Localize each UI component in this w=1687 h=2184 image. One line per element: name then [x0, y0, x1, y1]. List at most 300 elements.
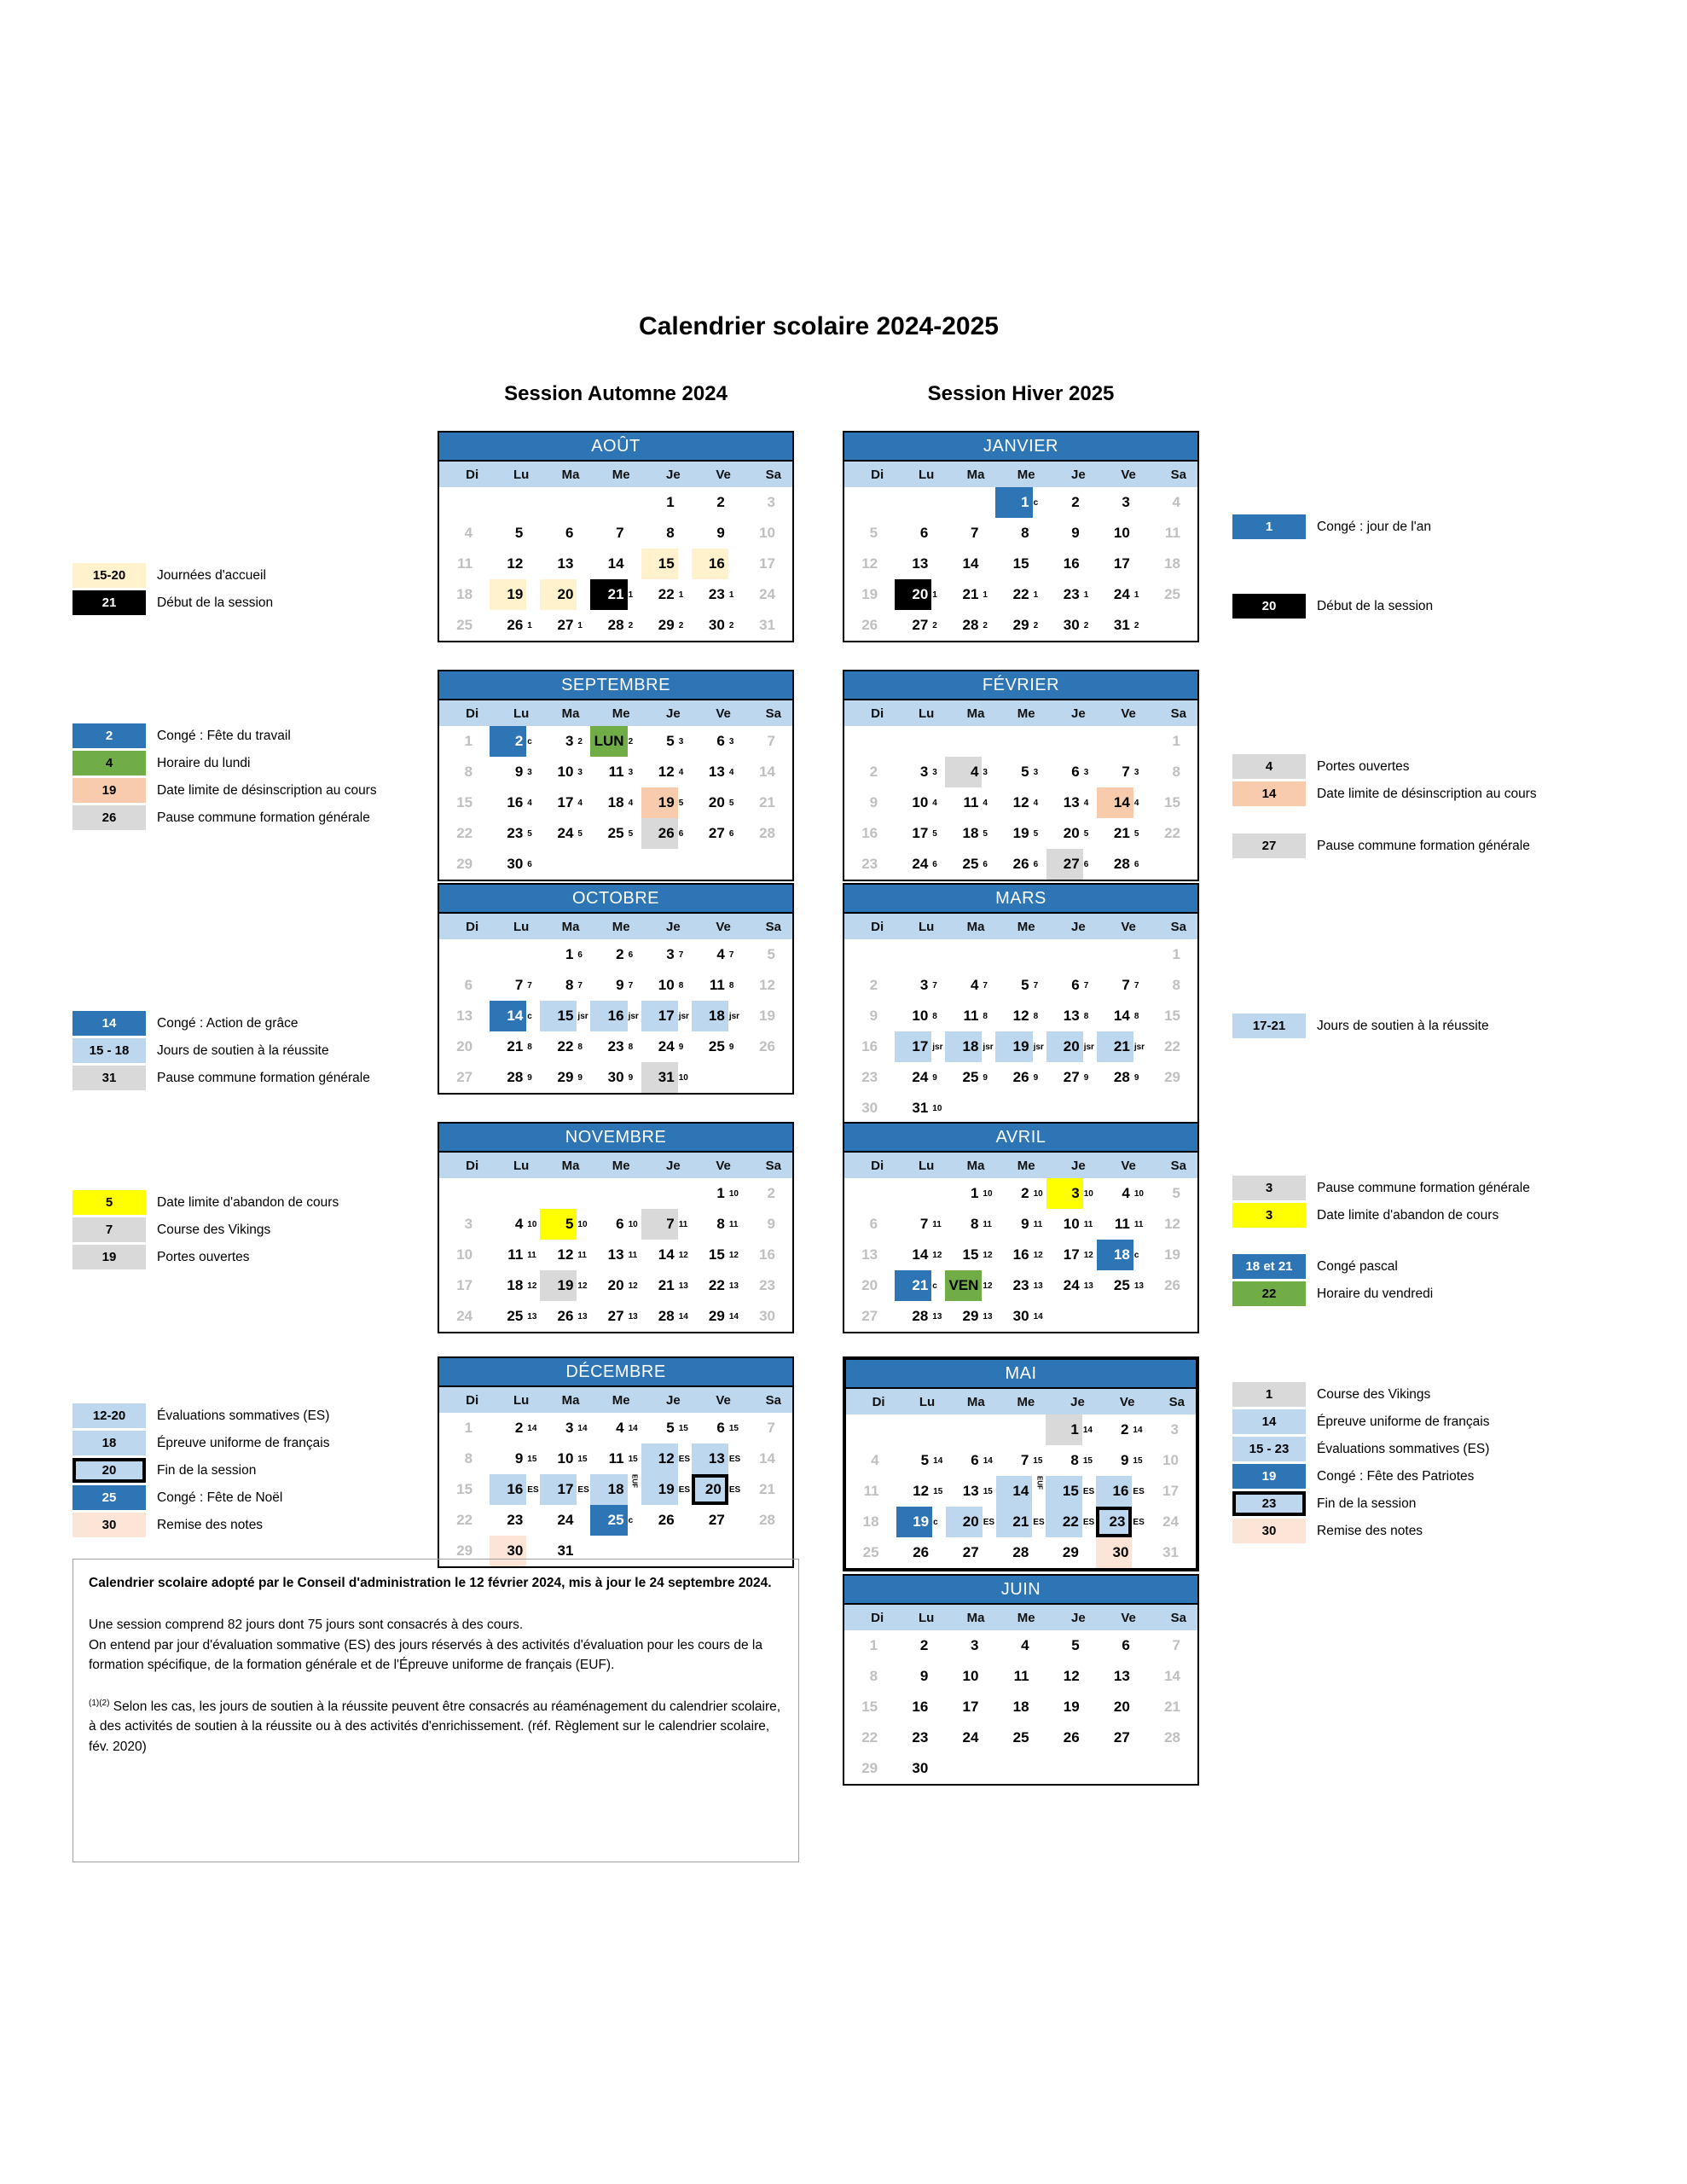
day-cell [540, 1240, 590, 1270]
day-cell [590, 726, 641, 757]
month-title-decembre: DÉCEMBRE [439, 1358, 792, 1387]
day-number: 17 [641, 1001, 678, 1031]
day-number: 29 [456, 1542, 473, 1559]
day-number: 20 [456, 1038, 473, 1054]
day-number: 22 [456, 1512, 473, 1528]
legend-row [72, 1458, 329, 1483]
day-number: 4 [464, 525, 473, 541]
legend-label: Date limite d'abandon de cours [157, 1194, 339, 1210]
day-cell [490, 787, 540, 818]
day-annotation: 5 [628, 828, 634, 839]
day-annotation: 6 [527, 859, 532, 869]
week-row [844, 610, 1197, 641]
day-cell [1147, 518, 1197, 549]
week-row [846, 1414, 1196, 1445]
week-row [844, 1209, 1197, 1240]
day-number: 25 [607, 825, 624, 841]
day-number: 8 [716, 1216, 725, 1232]
day-number: 19 [896, 1507, 933, 1537]
day-number: 25 [1113, 1277, 1130, 1293]
day-number: 22 [861, 1729, 878, 1745]
legend-label: Date limite de désinscription au cours [1317, 786, 1537, 801]
day-annotation [476, 1443, 490, 1474]
day-number: 6 [716, 733, 725, 749]
day-annotation [931, 1722, 945, 1753]
day-cell [1096, 1414, 1146, 1445]
day-annotation [779, 818, 792, 849]
day-cell [995, 1301, 1046, 1332]
day-annotation [881, 1001, 895, 1031]
day-cell [641, 1474, 692, 1505]
day-cell [945, 549, 995, 579]
day-number: 29 [1164, 1069, 1180, 1085]
day-cell [1046, 970, 1097, 1001]
day-cell [995, 1031, 1046, 1062]
day-annotation: 10 [1083, 1188, 1093, 1199]
day-annotation: 4 [527, 798, 532, 808]
day-cell [439, 1031, 490, 1062]
legend-row [72, 1513, 329, 1537]
weekday-label: Di [466, 706, 479, 721]
day-cell [895, 1753, 945, 1784]
day-number: 19 [1164, 1246, 1180, 1263]
weekday-label: Me [612, 706, 630, 721]
day-number: 22 [658, 586, 675, 602]
day-cell [641, 787, 692, 818]
day-annotation [1184, 726, 1197, 757]
week-row [844, 1630, 1197, 1661]
day-annotation [476, 1001, 490, 1031]
day-number: 28 [962, 617, 979, 633]
week-row [844, 1093, 1197, 1124]
legend-row [72, 1403, 329, 1428]
day-annotation [1133, 1722, 1147, 1753]
day-number: 13 [607, 1246, 624, 1263]
day-number: 25 [862, 1544, 879, 1560]
day-number: 17 [962, 1699, 979, 1715]
day-number: 1 [1172, 946, 1180, 962]
day-number: 30 [759, 1308, 775, 1324]
day-cell [996, 1414, 1046, 1445]
day-number: 13 [962, 1483, 979, 1499]
day-annotation [1182, 1414, 1196, 1445]
day-number: 24 [912, 856, 929, 872]
legend-row [1232, 754, 1537, 779]
day-number: 12 [1063, 1668, 1080, 1684]
weekday-label: Je [1071, 706, 1086, 721]
day-cell [540, 849, 590, 880]
day-cell [945, 518, 995, 549]
day-annotation: 8 [728, 980, 734, 990]
day-cell [995, 1093, 1046, 1124]
legend-swatch: 4 [72, 751, 146, 775]
day-annotation [982, 1661, 995, 1692]
day-annotation [881, 1630, 895, 1661]
day-cell [742, 1001, 792, 1031]
day-number: 10 [962, 1668, 979, 1684]
day-annotation: c [527, 1011, 532, 1021]
day-number: 21 [1113, 825, 1130, 841]
day-cell [590, 518, 641, 549]
legend-row [1232, 1203, 1530, 1228]
day-number: 27 [708, 1512, 725, 1528]
weekday-label: Lu [513, 919, 530, 934]
day-cell [844, 1692, 895, 1722]
day-annotation: 6 [628, 950, 634, 960]
day-number: 25 [1164, 586, 1180, 602]
day-annotation [526, 549, 540, 579]
weekday-label: Lu [513, 1392, 530, 1408]
day-cell [439, 1209, 490, 1240]
day-annotation [881, 1240, 895, 1270]
legend-swatch: 19 [72, 1245, 146, 1269]
day-cell [439, 1413, 490, 1443]
day-number: 21 [507, 1038, 524, 1054]
day-number: 18 [962, 825, 979, 841]
day-annotation [1184, 1692, 1197, 1722]
week-row [439, 1240, 792, 1270]
day-cell [945, 787, 995, 818]
day-number: 23 [708, 586, 725, 602]
legend-row [1232, 1519, 1489, 1543]
week-row [844, 818, 1197, 849]
day-cell [1147, 1178, 1197, 1209]
day-number: 11 [1114, 1216, 1130, 1232]
weekday-label: Lu [513, 1158, 530, 1173]
day-cell [1147, 1240, 1197, 1270]
day-cell [692, 1209, 742, 1240]
day-annotation: 11 [728, 1219, 739, 1229]
day-annotation: 11 [577, 1250, 587, 1260]
day-cell [844, 1178, 895, 1209]
weekday-label: Je [1071, 1158, 1086, 1173]
day-cell [590, 757, 641, 787]
day-cell [995, 1178, 1046, 1209]
day-cell [1046, 1692, 1097, 1722]
legend-row [72, 1485, 329, 1510]
week-row [439, 1443, 792, 1474]
day-annotation: 1 [527, 620, 532, 630]
day-number: 19 [759, 1008, 775, 1024]
week-row [439, 518, 792, 549]
day-number: 25 [708, 1038, 725, 1054]
week-row [439, 549, 792, 579]
day-number: 2 [767, 1185, 775, 1201]
day-annotation: 2 [932, 620, 937, 630]
day-annotation: 12 [983, 1250, 993, 1260]
day-number: 7 [919, 1216, 929, 1232]
day-number: 18 [945, 1031, 982, 1062]
day-cell [590, 1031, 641, 1062]
legend-label: Pause commune formation générale [1317, 838, 1530, 853]
day-number: 1 [666, 494, 675, 510]
day-cell [742, 549, 792, 579]
day-cell [1147, 970, 1197, 1001]
day-annotation [476, 1209, 490, 1240]
day-annotation: 2 [628, 736, 634, 746]
day-annotation: 14 [678, 1311, 688, 1321]
day-annotation: 11 [628, 1250, 638, 1260]
day-cell [1046, 487, 1097, 518]
day-cell [439, 1062, 490, 1093]
day-number: 11 [608, 1450, 624, 1467]
day-annotation [1184, 1240, 1197, 1270]
day-cell [995, 1240, 1046, 1270]
day-annotation [1184, 787, 1197, 818]
day-number: 19 [995, 1031, 1032, 1062]
day-number: 20 [540, 579, 577, 610]
weekday-header [844, 700, 1197, 726]
day-cell [945, 1209, 995, 1240]
day-number: 23 [1063, 586, 1080, 602]
weekday-label: Ve [1119, 1394, 1135, 1409]
day-cell [590, 1240, 641, 1270]
day-annotation [931, 1661, 945, 1692]
day-cell [540, 1443, 590, 1474]
day-number: 27 [557, 617, 574, 633]
day-annotation: 2 [1133, 620, 1139, 630]
day-annotation: 15 [728, 1423, 739, 1433]
day-annotation [1083, 487, 1097, 518]
day-cell [995, 610, 1046, 641]
day-number: 22 [708, 1277, 725, 1293]
day-annotation: 14 [1033, 1311, 1043, 1321]
day-annotation: 1 [577, 620, 583, 630]
month-decembre [438, 1356, 794, 1568]
day-number: 15 [641, 549, 678, 579]
day-cell [490, 1413, 540, 1443]
day-annotation: 13 [678, 1281, 688, 1291]
day-annotation [1033, 1630, 1046, 1661]
day-cell [995, 787, 1046, 818]
day-annotation [678, 487, 692, 518]
day-number: 17 [759, 555, 775, 572]
day-cell [1147, 818, 1197, 849]
day-number: 26 [557, 1308, 574, 1324]
day-cell [1147, 1630, 1197, 1661]
day-number: 28 [1012, 1544, 1029, 1560]
day-cell [590, 610, 641, 641]
day-cell [1147, 1692, 1197, 1722]
day-cell [490, 757, 540, 787]
day-cell [895, 518, 945, 549]
day-cell [692, 1270, 742, 1301]
day-annotation: 6 [932, 859, 937, 869]
day-annotation [1083, 549, 1097, 579]
day-cell [540, 1301, 590, 1332]
day-cell [945, 849, 995, 880]
day-number: 1 [1046, 1414, 1082, 1445]
session-autumn-title: Session Automne 2024 [504, 382, 728, 405]
day-cell [742, 1301, 792, 1332]
legend-label: Date limite d'abandon de cours [1317, 1207, 1499, 1223]
day-annotation: 9 [577, 1072, 583, 1083]
day-cell [490, 849, 540, 880]
day-annotation [1184, 518, 1197, 549]
day-number: 14 [658, 1246, 675, 1263]
day-cell [945, 1661, 995, 1692]
day-cell [641, 970, 692, 1001]
day-cell [844, 1240, 895, 1270]
day-cell [742, 726, 792, 757]
day-cell [742, 487, 792, 518]
day-annotation [779, 579, 792, 610]
week-row [439, 1178, 792, 1209]
day-cell [590, 1301, 641, 1332]
day-annotation: 8 [1033, 1011, 1039, 1021]
day-number: 16 [692, 549, 728, 579]
session-winter-title: Session Hiver 2025 [927, 382, 1115, 405]
weekday-label: Lu [918, 706, 935, 721]
day-annotation: c [933, 1517, 938, 1527]
day-cell [692, 1474, 742, 1505]
legend-label: Fin de la session [1317, 1496, 1417, 1511]
day-number: 3 [970, 1637, 979, 1653]
day-cell [641, 1209, 692, 1240]
day-number: 24 [1063, 1277, 1080, 1293]
day-cell [540, 1031, 590, 1062]
day-number: 5 [666, 1420, 675, 1436]
day-annotation [1184, 1062, 1197, 1093]
weekday-label: Ma [561, 1392, 580, 1408]
day-number: 4 [1172, 494, 1180, 510]
day-annotation: c [527, 736, 532, 746]
day-annotation [476, 1301, 490, 1332]
day-number: 4 [1021, 1637, 1029, 1653]
week-row [844, 1001, 1197, 1031]
day-annotation [1132, 1537, 1145, 1568]
day-annotation [476, 610, 490, 641]
month-title-mars: MARS [844, 885, 1197, 914]
day-annotation: 10 [728, 1188, 739, 1199]
day-cell [692, 487, 742, 518]
day-number: 17 [1162, 1483, 1179, 1499]
month-aout [438, 431, 794, 642]
day-number: 14 [962, 555, 979, 572]
day-cell [895, 1093, 945, 1124]
day-cell [1046, 849, 1097, 880]
weekday-label: Sa [765, 467, 781, 482]
day-annotation [931, 1753, 945, 1784]
day-cell [896, 1445, 947, 1476]
day-cell [540, 1505, 590, 1536]
day-number: 24 [962, 1729, 979, 1745]
day-annotation: 2 [1083, 620, 1089, 630]
day-annotation: 8 [983, 1011, 988, 1021]
day-cell [641, 1270, 692, 1301]
day-annotation [779, 1505, 792, 1536]
day-annotation [1184, 487, 1197, 518]
day-cell [540, 1062, 590, 1093]
day-annotation [476, 1240, 490, 1270]
day-cell [945, 1031, 995, 1062]
day-cell [1147, 610, 1197, 641]
day-cell [946, 1445, 996, 1476]
day-annotation: ES [1082, 1517, 1095, 1527]
day-cell [1046, 1209, 1097, 1240]
day-cell [439, 1505, 490, 1536]
day-annotation [476, 849, 490, 880]
month-title-avril: AVRIL [844, 1124, 1197, 1153]
day-number: 6 [616, 1216, 624, 1232]
day-cell [590, 970, 641, 1001]
day-number: 28 [607, 617, 624, 633]
day-number: 14 [607, 555, 624, 572]
day-number: 18 [507, 1277, 524, 1293]
day-annotation [476, 579, 490, 610]
day-number: 18 [1097, 1240, 1133, 1270]
day-annotation [728, 487, 742, 518]
day-number: VEN [945, 1270, 982, 1301]
day-annotation: 1 [678, 590, 684, 600]
day-annotation: 10 [932, 1103, 942, 1113]
legend-swatch: 1 [1232, 514, 1306, 539]
day-annotation: 9 [1033, 1072, 1039, 1083]
day-annotation: 2 [983, 620, 988, 630]
day-number: 7 [970, 525, 979, 541]
day-annotation [883, 1445, 896, 1476]
day-cell [742, 1505, 792, 1536]
day-number: 6 [869, 1216, 878, 1232]
day-cell [1097, 1178, 1147, 1209]
day-number: 22 [1164, 825, 1180, 841]
day-number: 11 [608, 764, 624, 780]
week-row [846, 1476, 1196, 1507]
day-annotation: ES [577, 1484, 589, 1495]
day-cell [1145, 1414, 1196, 1445]
day-annotation: jsr [1133, 1042, 1145, 1052]
day-number: 1 [995, 487, 1032, 518]
day-cell [742, 970, 792, 1001]
day-annotation [1184, 939, 1197, 970]
day-annotation: ES [1033, 1517, 1045, 1527]
week-row [439, 970, 792, 1001]
weekday-label: Ve [716, 1392, 731, 1408]
legend-label: Remise des notes [157, 1517, 264, 1532]
day-number: 12 [507, 555, 524, 572]
day-cell [995, 549, 1046, 579]
day-cell [1147, 1062, 1197, 1093]
weekday-label: Je [1071, 1610, 1086, 1625]
day-annotation [779, 939, 792, 970]
day-annotation [881, 849, 895, 880]
day-annotation: 14 [983, 1455, 993, 1466]
day-cell [540, 518, 590, 549]
day-cell [844, 1001, 895, 1031]
day-cell [844, 1301, 895, 1332]
day-annotation [1182, 1537, 1196, 1568]
day-cell [1097, 726, 1147, 757]
day-annotation: 15 [1082, 1455, 1093, 1466]
day-number: 5 [869, 525, 878, 541]
day-number: 15 [1164, 794, 1180, 810]
day-number: 9 [514, 764, 524, 780]
day-number: 10 [557, 764, 574, 780]
day-annotation [1184, 1630, 1197, 1661]
day-annotation [982, 1630, 995, 1661]
day-annotation [881, 579, 895, 610]
weekday-label: Ve [1121, 1158, 1136, 1173]
footer-paragraph: Une session comprend 82 jours dont 75 jours sont consacrés à des cours. [89, 1618, 524, 1633]
day-cell [995, 1209, 1046, 1240]
day-cell [490, 1240, 540, 1270]
day-annotation: 14 [628, 1423, 638, 1433]
day-number: 13 [861, 1246, 878, 1263]
day-number: 4 [514, 1216, 524, 1232]
day-number: 20 [1046, 1031, 1083, 1062]
day-annotation: 4 [1133, 798, 1139, 808]
legend-label: Pause commune formation générale [157, 1070, 370, 1085]
